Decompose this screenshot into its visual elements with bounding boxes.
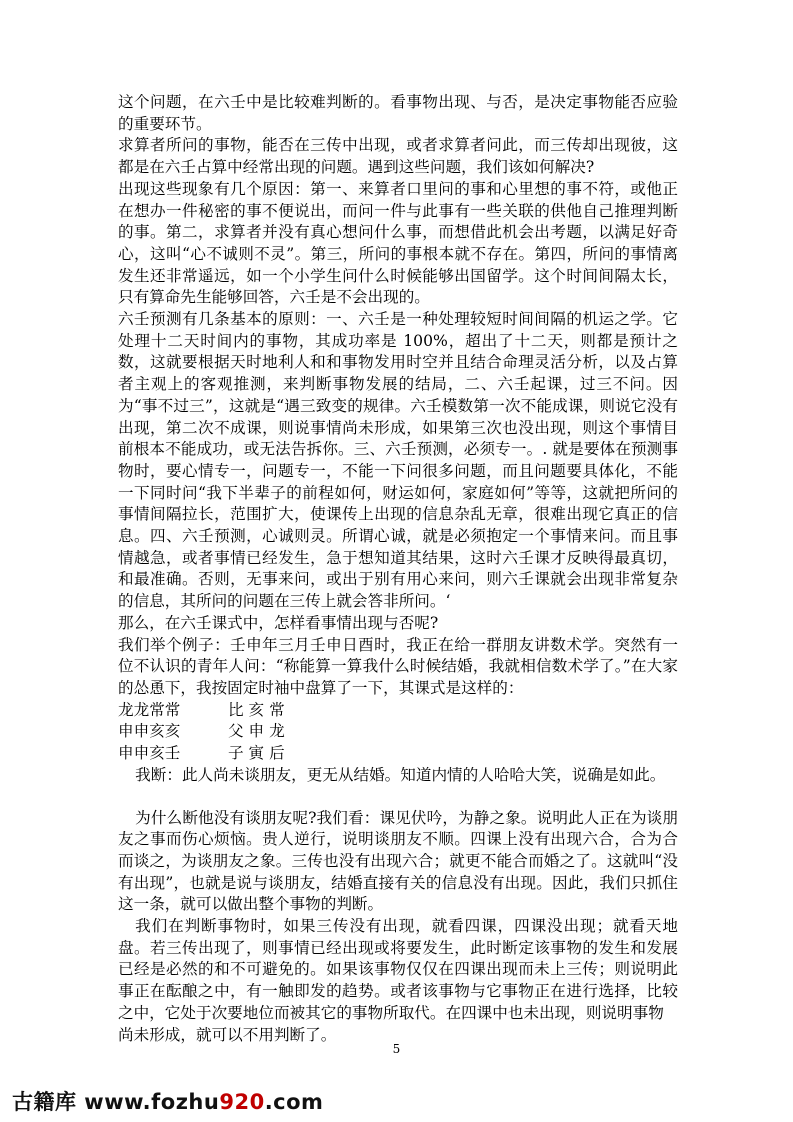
- chart-row-right: 比 亥 常: [228, 700, 285, 719]
- chart-row: [118, 700, 678, 722]
- paragraph-5: 那么，在六壬课式中，怎样看事情出现与否呢?: [118, 613, 439, 632]
- judgement-paragraph: 我断：此人尚未谈朋友，更无从结婚。知道内情的人哈哈大笑，说确是如此。: [135, 765, 666, 784]
- site-logo[interactable]: [12, 1086, 323, 1116]
- paragraph-2: 求算者所问的事物，能否在三传中出现，或者求算者问此，而三传却出现彼，这都是在六壬占算中经常出现的问题。遇到这些问题，我们该如何解决?: [118, 136, 678, 177]
- logo-text: 古籍库 www.fozhu: [12, 1090, 220, 1114]
- paragraph-4: 六壬预测有几条基本的原则：一、六壬是一种处理较短时间间隔的机运之学。它处理十二天时间内的事物，其成功率是 100%，超出了十二天，则都是预计之数，这就要根据天时地利人和和事物发用时空并且结合命理灵活分析，以及占算者主观上的客观推测，来判断事物发展的结局，二、六壬起课，过三不问。因为“事不过三”，这就是“遇三致变的规律。六壬模数第一次不能成课，则说它没有出现，第二次不成课，则说事情尚未形成，如果第三次也没出现，则这个事情目前根本不能成功，或无法告拆你。三、六壬预测，必须专一。. 就是要体在预测事物时，要心情专一，问题专一，不能一下问很多问题，而且问题要具体化，不能一下同时问“我下半辈子的前程如何，财运如何，家庭如何”等等，这就把所问的事情间隔拉长，范围扩大，使课传上出现的信息杂乱无章，很难出现它真正的信息。四、六壬预测，心诚则灵。所谓心诚，就是必须抱定一个事情来问。而且事情越急，或者事情已经发生，急于想知道其结果，这时六壬课才反映得最真切，和最准确。否则，无事来问，或出于别有用心来问，则六壬课就会出现非常复杂的信息，其所问的问题在三传上就会答非所问。‘: [118, 310, 678, 611]
- chart-row-right: 父 申 龙: [228, 722, 285, 741]
- chart-row: [118, 721, 678, 743]
- chart-row-left: 申申亥壬: [118, 744, 181, 763]
- lesson-chart: [118, 700, 678, 765]
- paragraph-3: 出现这些现象有几个原因：第一、来算者口里问的事和心里想的事不符，或他正在想办一件秘密的事不便说出，而问一件与此事有一些关联的供他自己推理判断的事。第二，求算者并没有真心想问什么事，而想借此机会出考题，以满足好奇心，这叫“心不诚则不灵”。第三，所问的事根本就不存在。第四，所问的事情离发生还非常遥远，如一个小学生问什么时候能够出国留学。这个时间间隔太长，只有算命先生能够回答，六壬是不会出现的。: [118, 179, 678, 307]
- paragraph-6: 我们举个例子：壬申年三月壬申日酉时，我正在给一群朋友讲数术学。突然有一位不认识的青年人问：“称能算一算我什么时候结婚，我就相信数术学了。”在大家的怂恿下，我按固定时袖中盘算了一下，其课式是这样的：: [118, 635, 678, 697]
- paragraph-1: 这个问题，在六壬中是比较难判断的。看事物出现、与否，是决定事物能否应验的重要环节。: [118, 93, 678, 133]
- last-line: 尚未形成，就可以不用判断了。: [118, 1025, 337, 1044]
- chart-row-left: 龙龙常常: [118, 700, 181, 719]
- chart-row-right: 子 寅 后: [228, 744, 285, 763]
- page-number: 5: [392, 1042, 401, 1056]
- analysis-paragraph-2: 我们在判断事物时，如果三传没有出现，就看四课，四课没出现；就看天地盘。若三传出现了，则事情已经出现或将要发生，此时断定该事物的发生和发展已经是必然的和不可避免的。如果该事物仅仅在四课出现而未上三传；则说明此事正在酝酿之中，有一触即发的趋势。或者该事物与它事物正在进行选择，比较之中，它处于次要地位而被其它的事物所取代。在四课中也未出现，则说明事物: [118, 917, 678, 1022]
- body-text: [118, 92, 678, 1046]
- logo-number: 920: [219, 1090, 265, 1114]
- footer-watermark: [0, 1078, 793, 1122]
- chart-row: [118, 743, 678, 765]
- logo-tail: .com: [264, 1090, 324, 1114]
- analysis-paragraph-1: 为什么断他没有谈朋友呢?我们看：课见伏吟，为静之象。说明此人正在为谈朋友之事而伤心烦恼。贵人逆行，说明谈朋友不顺。四课上没有出现六合，合为合而谈之，为谈朋友之象。三传也没有出现六合；就更不能合而婚之了。这就叫“没有出现”，也就是说与谈朋友，结婚直接有关的信息没有出现。因此，我们只抓住这一条，就可以做出整个事物的判断。: [118, 808, 678, 914]
- chart-row-left: 申申亥亥: [118, 722, 181, 741]
